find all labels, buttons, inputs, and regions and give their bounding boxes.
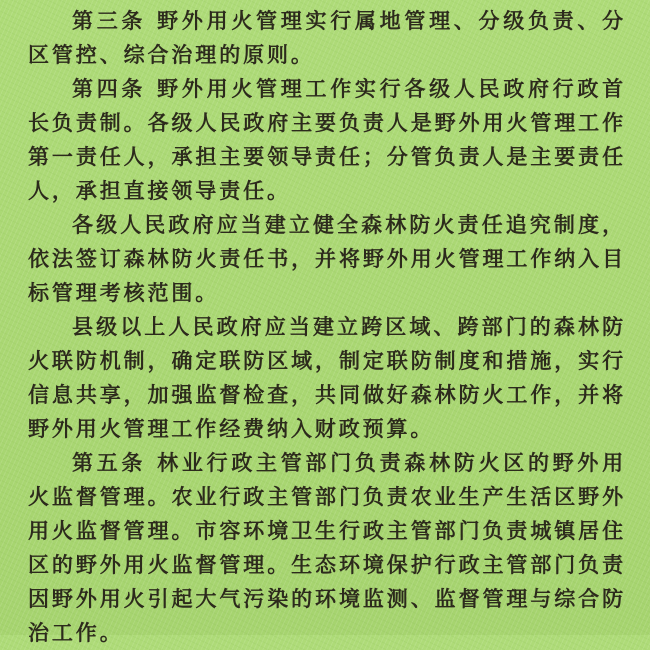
paragraph-article-4: 第四条 野外用火管理工作实行各级人民政府行政首长负责制。各级人民政府主要负责人是野外用火管理工作第一责任人，承担主要领导责任；分管负责人是主要责任人，承担直接领导责任。: [28, 77, 626, 203]
paragraph-article-5: 第五条 林业行政主管部门负责森林防火区的野外用火监督管理。农业行政主管部门负责农业生产生活区野外用火监督管理。市容环境卫生行政主管部门负责城镇居住区的野外用火监督管理。生态环境保护行政主管部门负责因野外用火引起大气污染的环境监测、监督管理与综合防治工作。: [28, 451, 626, 645]
document-body: [28, 4, 626, 650]
paragraph-accountability: 各级人民政府应当建立健全森林防火责任追究制度，依法签订森林防火责任书，并将野外用火管理工作纳入目标管理考核范围。: [28, 213, 626, 305]
paragraph-joint-defense: 县级以上人民政府应当建立跨区域、跨部门的森林防火联防机制，确定联防区域，制定联防制度和措施，实行信息共享，加强监督检查，共同做好森林防火工作，并将野外用火管理工作经费纳入财政预算。: [28, 315, 626, 441]
paragraph-article-3: 第三条 野外用火管理实行属地管理、分级负责、分区管控、综合治理的原则。: [28, 9, 626, 67]
